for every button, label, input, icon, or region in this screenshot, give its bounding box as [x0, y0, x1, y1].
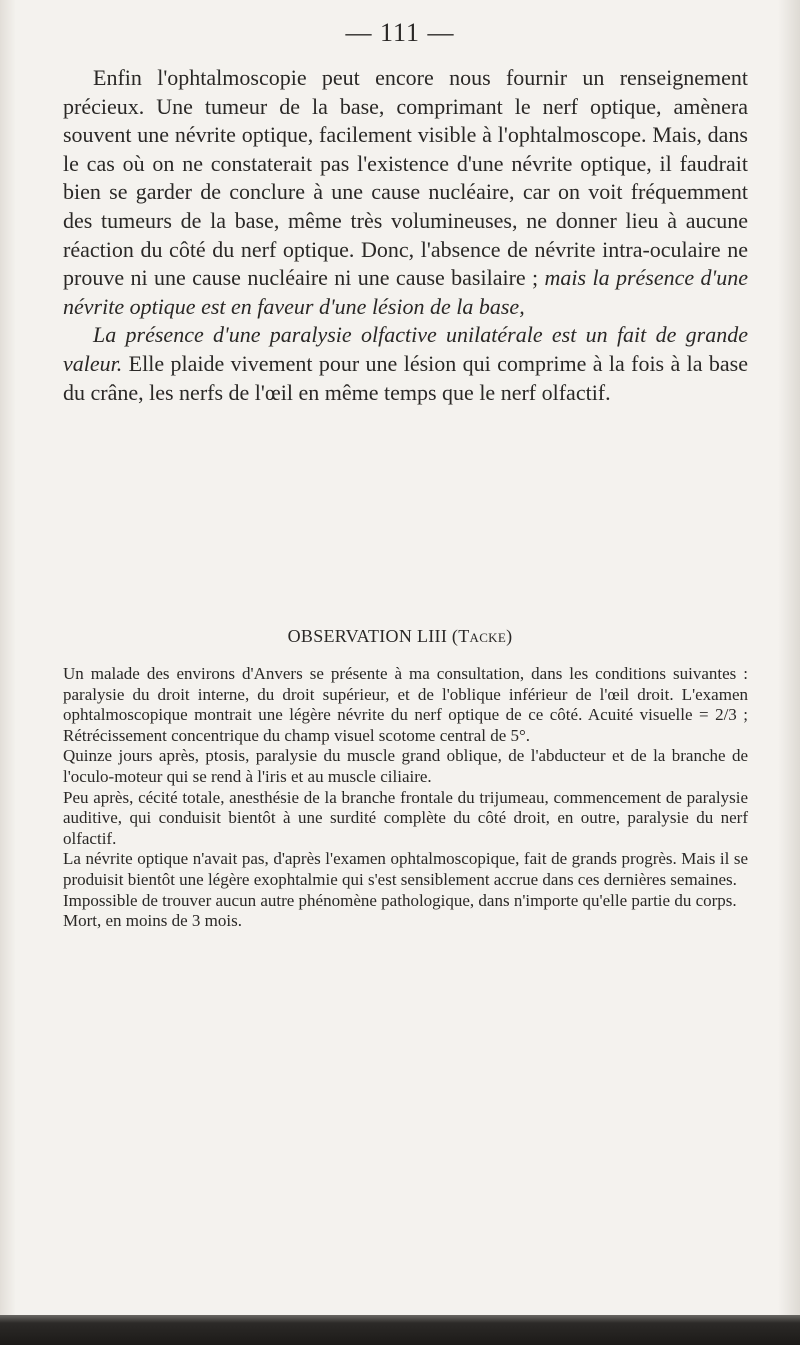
main-text: [63, 64, 748, 407]
page-right-shadow: [778, 0, 800, 1345]
observation-paragraph: Quinze jours après, ptosis, paralysie du muscle grand oblique, de l'abducteur et de la branche de l'oculo-moteur qui se rend à l'iris et au muscle ciliaire.: [63, 746, 748, 786]
italic-statement: La présence d'une paralysie olfactive unilatérale est un fait de grande valeur.: [63, 322, 748, 376]
scan-bottom-edge: [0, 1315, 800, 1345]
paragraph-ophtalmoscopie: [63, 64, 748, 321]
observation-text: [63, 664, 748, 932]
page-number: — 111 —: [345, 18, 455, 47]
paragraph-text: Elle plaide vivement pour une lésion qui comprime à la fois à la base du crâne, les nerfs de l'œil en même temps que le nerf olfactif.: [63, 350, 749, 405]
observation-paragraph: La névrite optique n'avait pas, d'après l'examen ophtalmoscopique, fait de grands progrès. Mais il se produisit bientôt une légère exophtalmie qui s'est sensiblement accrue dans ces dernières semaines.: [63, 849, 748, 889]
observation-paragraph: Impossible de trouver aucun autre phénomène pathologique, dans n'importe qu'elle partie du corps.: [63, 890, 737, 910]
italic-conclusion: mais la présence d'une névrite optique est en faveur d'une lésion de la base,: [63, 265, 748, 319]
observation-paragraph: Peu après, cécité totale, anesthésie de la branche frontale du trijumeau, commencement de paralysie auditive, qui conduisit bientôt à une surdité complète du côté droit, en outre, paralysie du nerf olfactif.: [63, 787, 748, 848]
paragraph-text: Enfin l'ophtalmoscopie peut encore nous fournir un renseignement précieux. Une tumeur de la base, comprimant le nerf optique, amènera souvent une névrite optique, facilement visible à l'ophtalmoscope. Mais, dans le cas où on ne constaterait pas l'existence d'une névrite optique, il faudrait bien se garder de conclure à une cause nucléaire, car on voit fréquemment des tumeurs de la base, même très volumineuses, ne donner lieu à aucune réaction du côté du nerf optique. Donc, l'absence de névrite intra-oculaire ne prouve ni une cause nucléaire ni une cause basilaire ;: [63, 65, 748, 291]
observation-author: Tacke: [458, 626, 507, 646]
observation-paragraph: Un malade des environs d'Anvers se présente à ma consultation, dans les conditions suivantes : paralysie du droit interne, du droit supérieur, et de l'oblique inférieur de l'œil droit. L'examen ophtalmoscopique montrait une légère névrite du nerf optique de ce côté. Acuité visuelle = 2/3 ; Rétrécissement concentrique du champ visuel scotome central de 5°.: [63, 664, 748, 745]
observation-heading: OBSERVATION LIII (Tacke): [287, 626, 513, 646]
observation-paragraph: Mort, en moins de 3 mois.: [63, 911, 242, 931]
paragraph-paralysie-olfactive: [63, 321, 748, 407]
page-left-shadow: [0, 0, 16, 1345]
